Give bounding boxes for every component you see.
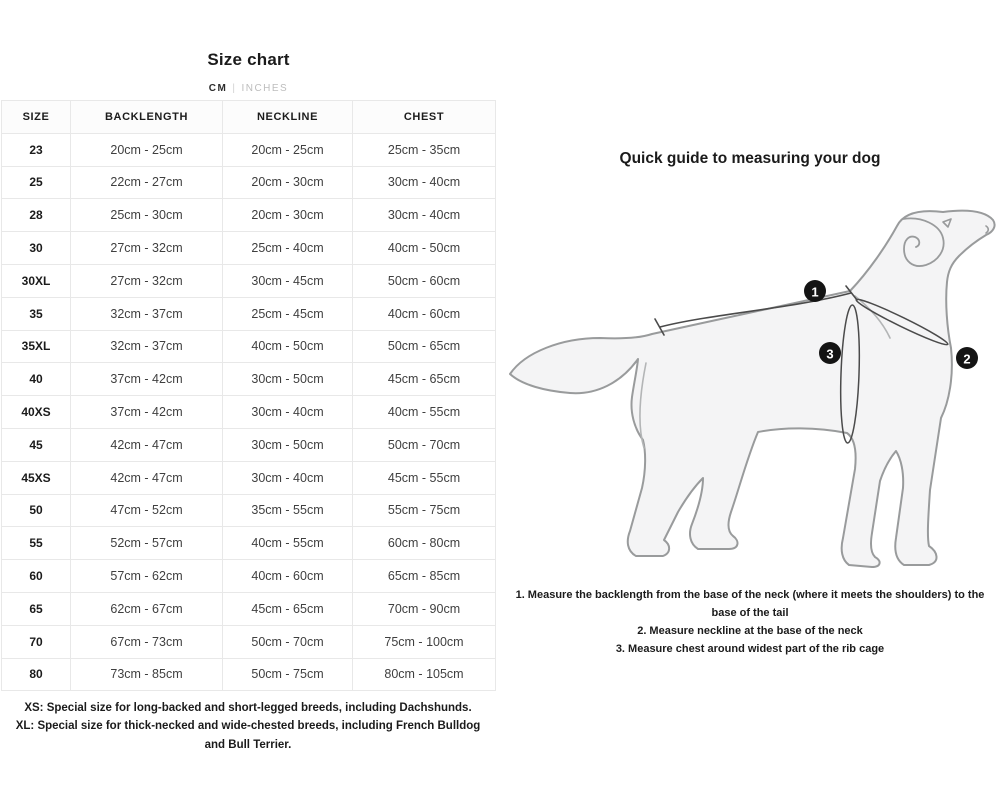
cell-chest: 45cm - 55cm [353, 461, 496, 494]
cell-size: 30 [2, 232, 71, 265]
cell-size: 70 [2, 625, 71, 658]
size-chart-panel [0, 0, 497, 800]
cell-chest: 40cm - 50cm [353, 232, 496, 265]
svg-text:2: 2 [963, 351, 971, 367]
unit-toggle [0, 83, 497, 94]
cell-chest: 60cm - 80cm [353, 527, 496, 560]
cell-backlength: 27cm - 32cm [71, 264, 223, 297]
table-row [2, 527, 496, 560]
column-header-size: SIZE [2, 101, 71, 134]
cell-chest: 45cm - 65cm [353, 363, 496, 396]
cell-neckline: 40cm - 55cm [223, 527, 353, 560]
column-header-chest: CHEST [353, 101, 496, 134]
table-row [2, 560, 496, 593]
cell-neckline: 30cm - 50cm [223, 363, 353, 396]
cell-backlength: 37cm - 42cm [71, 363, 223, 396]
table-row [2, 297, 496, 330]
cell-chest: 65cm - 85cm [353, 560, 496, 593]
cell-chest: 80cm - 105cm [353, 658, 496, 691]
table-row [2, 625, 496, 658]
instruction-chest: 3. Measure chest around widest part of the rib cage [615, 643, 885, 656]
cell-neckline: 25cm - 45cm [223, 297, 353, 330]
cell-size: 60 [2, 560, 71, 593]
cell-neckline: 20cm - 30cm [223, 166, 353, 199]
cell-size: 35 [2, 297, 71, 330]
size-table [1, 100, 496, 691]
cell-size: 40XS [2, 396, 71, 429]
table-row [2, 166, 496, 199]
cell-neckline: 30cm - 45cm [223, 264, 353, 297]
svg-text:1: 1 [811, 284, 819, 300]
cell-backlength: 67cm - 73cm [71, 625, 223, 658]
cell-backlength: 42cm - 47cm [71, 461, 223, 494]
cell-backlength: 73cm - 85cm [71, 658, 223, 691]
cell-chest: 30cm - 40cm [353, 199, 496, 232]
table-row [2, 658, 496, 691]
dog-silhouette-shape [510, 211, 995, 567]
cell-chest: 50cm - 70cm [353, 428, 496, 461]
cell-size: 28 [2, 199, 71, 232]
cell-backlength: 62cm - 67cm [71, 592, 223, 625]
svg-text:3: 3 [826, 346, 834, 362]
table-row [2, 133, 496, 166]
cell-neckline: 30cm - 40cm [223, 461, 353, 494]
table-row [2, 264, 496, 297]
unit-inches-option[interactable]: INCHES [241, 83, 289, 94]
cell-size: 55 [2, 527, 71, 560]
size-chart-notes [8, 699, 488, 754]
table-row [2, 330, 496, 363]
column-header-backlength: BACKLENGTH [71, 101, 223, 134]
unit-cm-option[interactable]: CM [208, 83, 228, 94]
cell-chest: 25cm - 35cm [353, 133, 496, 166]
measuring-instructions [504, 586, 996, 659]
table-row [2, 461, 496, 494]
cell-neckline: 20cm - 30cm [223, 199, 353, 232]
note-xs: XS: Special size for long-backed and short-legged breeds, including Dachshunds. [24, 702, 472, 714]
table-row [2, 592, 496, 625]
cell-chest: 30cm - 40cm [353, 166, 496, 199]
cell-backlength: 42cm - 47cm [71, 428, 223, 461]
cell-size: 30XL [2, 264, 71, 297]
marker-1-badge [804, 280, 826, 302]
table-row [2, 494, 496, 527]
cell-neckline: 50cm - 70cm [223, 625, 353, 658]
column-header-neckline: NECKLINE [223, 101, 353, 134]
size-chart-title: Size chart [207, 50, 290, 69]
table-row [2, 232, 496, 265]
dog-illustration [500, 188, 1000, 588]
cell-backlength: 20cm - 25cm [71, 133, 223, 166]
size-table-body [2, 133, 496, 691]
cell-backlength: 47cm - 52cm [71, 494, 223, 527]
cell-size: 80 [2, 658, 71, 691]
cell-chest: 50cm - 60cm [353, 264, 496, 297]
cell-size: 23 [2, 133, 71, 166]
cell-neckline: 45cm - 65cm [223, 592, 353, 625]
cell-size: 45XS [2, 461, 71, 494]
cell-backlength: 32cm - 37cm [71, 297, 223, 330]
instruction-backlength: 1. Measure the backlength from the base of the neck (where it meets the shoulders) to the base of the tail [515, 589, 985, 620]
marker-2-badge [956, 347, 978, 369]
cell-chest: 50cm - 65cm [353, 330, 496, 363]
cell-chest: 40cm - 55cm [353, 396, 496, 429]
note-xl: XL: Special size for thick-necked and wide-chested breeds, including French Bulldog and Bull Terrier. [15, 720, 481, 751]
cell-size: 40 [2, 363, 71, 396]
cell-backlength: 32cm - 37cm [71, 330, 223, 363]
cell-size: 45 [2, 428, 71, 461]
cell-backlength: 22cm - 27cm [71, 166, 223, 199]
marker-3-badge [819, 342, 841, 364]
instruction-neckline: 2. Measure neckline at the base of the neck [637, 625, 863, 638]
table-row [2, 428, 496, 461]
cell-backlength: 52cm - 57cm [71, 527, 223, 560]
cell-chest: 75cm - 100cm [353, 625, 496, 658]
cell-neckline: 30cm - 50cm [223, 428, 353, 461]
cell-neckline: 40cm - 60cm [223, 560, 353, 593]
cell-backlength: 27cm - 32cm [71, 232, 223, 265]
cell-neckline: 30cm - 40cm [223, 396, 353, 429]
measuring-guide-panel [500, 0, 1000, 800]
cell-neckline: 50cm - 75cm [223, 658, 353, 691]
cell-neckline: 40cm - 50cm [223, 330, 353, 363]
cell-chest: 55cm - 75cm [353, 494, 496, 527]
unit-separator: | [232, 83, 237, 94]
table-header-row [2, 101, 496, 134]
table-row [2, 396, 496, 429]
cell-neckline: 25cm - 40cm [223, 232, 353, 265]
cell-neckline: 35cm - 55cm [223, 494, 353, 527]
table-row [2, 199, 496, 232]
cell-backlength: 25cm - 30cm [71, 199, 223, 232]
cell-backlength: 57cm - 62cm [71, 560, 223, 593]
cell-size: 65 [2, 592, 71, 625]
cell-chest: 40cm - 60cm [353, 297, 496, 330]
cell-size: 50 [2, 494, 71, 527]
cell-size: 35XL [2, 330, 71, 363]
cell-backlength: 37cm - 42cm [71, 396, 223, 429]
cell-chest: 70cm - 90cm [353, 592, 496, 625]
measuring-guide-title: Quick guide to measuring your dog [619, 150, 881, 167]
cell-size: 25 [2, 166, 71, 199]
table-row [2, 363, 496, 396]
cell-neckline: 20cm - 25cm [223, 133, 353, 166]
